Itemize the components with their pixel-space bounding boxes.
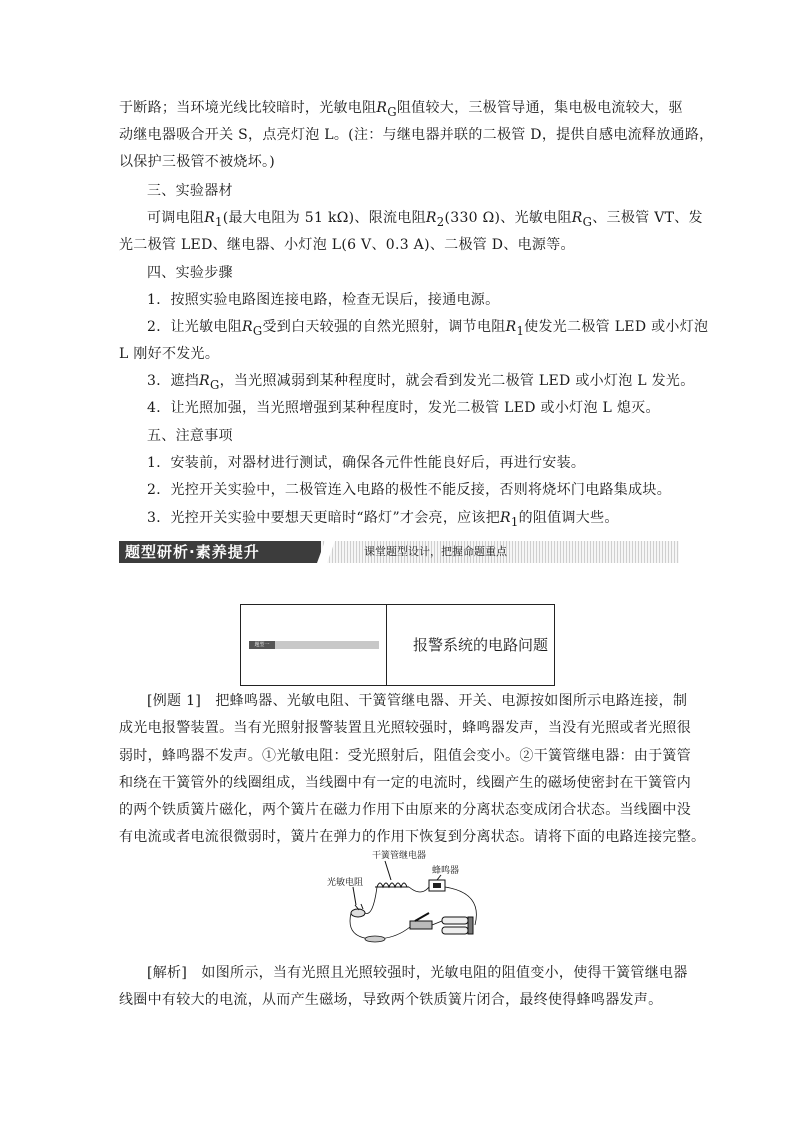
banner-subtitle: 课堂题型设计，把握命题重点 — [364, 545, 507, 558]
step-4: 4．让光照加强，当光照增强到某种程度时，发光二极管 LED 或小灯泡 L 熄灭。 — [147, 400, 660, 416]
note-2: 2．光控开关实验中，二极管连入电路的极性不能反接，否则将烧坏门电路集成块。 — [147, 482, 672, 498]
note-3: 3．光控开关实验中要想天更暗时“路灯”才会亮，应该把$R_1$的阻值调大些。 — [147, 510, 619, 529]
question-type-tag: 题型一 — [249, 641, 275, 649]
step-2-cont: L 刚好不发光。 — [119, 346, 220, 362]
section-heading-notes: 五、注意事项 — [147, 428, 233, 444]
question-type-bar — [249, 641, 379, 649]
example-line-2: 成光电报警装置。当有光照射报警装置且光照较强时，蜂鸣器发声，当没有光照或者光照很 — [119, 720, 691, 736]
circuit-diagram — [325, 847, 495, 947]
buzzer-device — [429, 875, 445, 891]
analysis-line-2: 线圈中有较大的电流，从而产生磁场，导致两个铁质簧片闭合，最终使得蜂鸣器发声。 — [119, 992, 663, 1008]
reed-relay — [375, 861, 409, 887]
note-1: 1．安装前，对器材进行测试，确保各元件性能良好后，再进行安装。 — [147, 455, 586, 471]
question-type-tag-cell — [241, 605, 387, 685]
example-line-3: 弱时，蜂鸣器不发声。①光敏电阻：受光照射后，阻值会变小。②干簧管继电器：由于簧管 — [119, 748, 691, 764]
step-1: 1．按照实验电路图连接电路，检查无误后，接通电源。 — [147, 292, 500, 308]
example-line-4: 和绕在干簧管外的线圈组成，当线圈中有一定的电流时，线圈产生的磁场使密封在干簧管内 — [119, 775, 691, 791]
circuit-figure — [325, 847, 495, 947]
question-type-box — [240, 604, 555, 686]
question-type-title: 报警系统的电路问题 — [413, 636, 549, 654]
example-line-6: 有电流或者电流很微弱时，簧片在弹力的作用下恢复到分离状态。请将下面的电路连接完整。 — [119, 829, 706, 845]
example-line-1: [例题 1] 把蜂鸣器、光敏电阻、干簧管继电器、开关、电源按如图所示电路连接，制 — [147, 693, 688, 709]
example-line-5: 的两个铁质簧片磁化，两个簧片在磁力作用下由原来的分离状态变成闭合状态。当线圈中没 — [119, 802, 691, 818]
photoresistor — [351, 887, 365, 917]
banner-title: 题型研析·素养提升 — [119, 541, 321, 563]
intro-line-1: 于断路；当环境光线比较暗时，光敏电阻$R_G$阻值较大，三极管导通，集电极电流较大，驱 — [119, 100, 683, 119]
intro-line-3: 以保护三极管不被烧坏。) — [119, 154, 276, 170]
materials-line-2: 光二极管 LED、继电器、小灯泡 L(6 V、0.3 A)、二极管 D、电源等。 — [119, 237, 575, 253]
section-heading-steps: 四、实验步骤 — [147, 265, 233, 281]
ldr-label: 光敏电阻 — [327, 878, 364, 888]
switch-device — [410, 913, 432, 929]
relay-label: 干簧管继电器 — [372, 851, 427, 861]
batteries — [442, 917, 473, 934]
buzzer-label: 蜂鸣器 — [432, 866, 460, 876]
analysis-line-1: [解析] 如图所示，当有光照且光照较强时，光敏电阻的阻值变小，使得干簧管继电器 — [147, 965, 688, 981]
section-heading-materials: 三、实验器材 — [147, 183, 233, 199]
step-3: 3．遮挡$R_G$，当光照减弱到某种程度时，就会看到发光二极管 LED 或小灯泡 L 发光。 — [147, 373, 695, 392]
step-2: 2．让光敏电阻$R_G$受到白天较强的自然光照射，调节电阻$R_1$使发光二极管 LED 或小灯泡 — [147, 319, 709, 338]
materials-line-1: 可调电阻$R_1$(最大电阻为 51 kΩ)、限流电阻$R_2(330$ Ω)、光敏电阻$R_G$、三极管 VT、发 — [147, 210, 703, 229]
intro-line-2: 动继电器吸合开关 S，点亮灯泡 L。(注：与继电器并联的二极管 D，提供自感电流释放通路， — [119, 127, 714, 143]
section-banner — [119, 541, 679, 563]
